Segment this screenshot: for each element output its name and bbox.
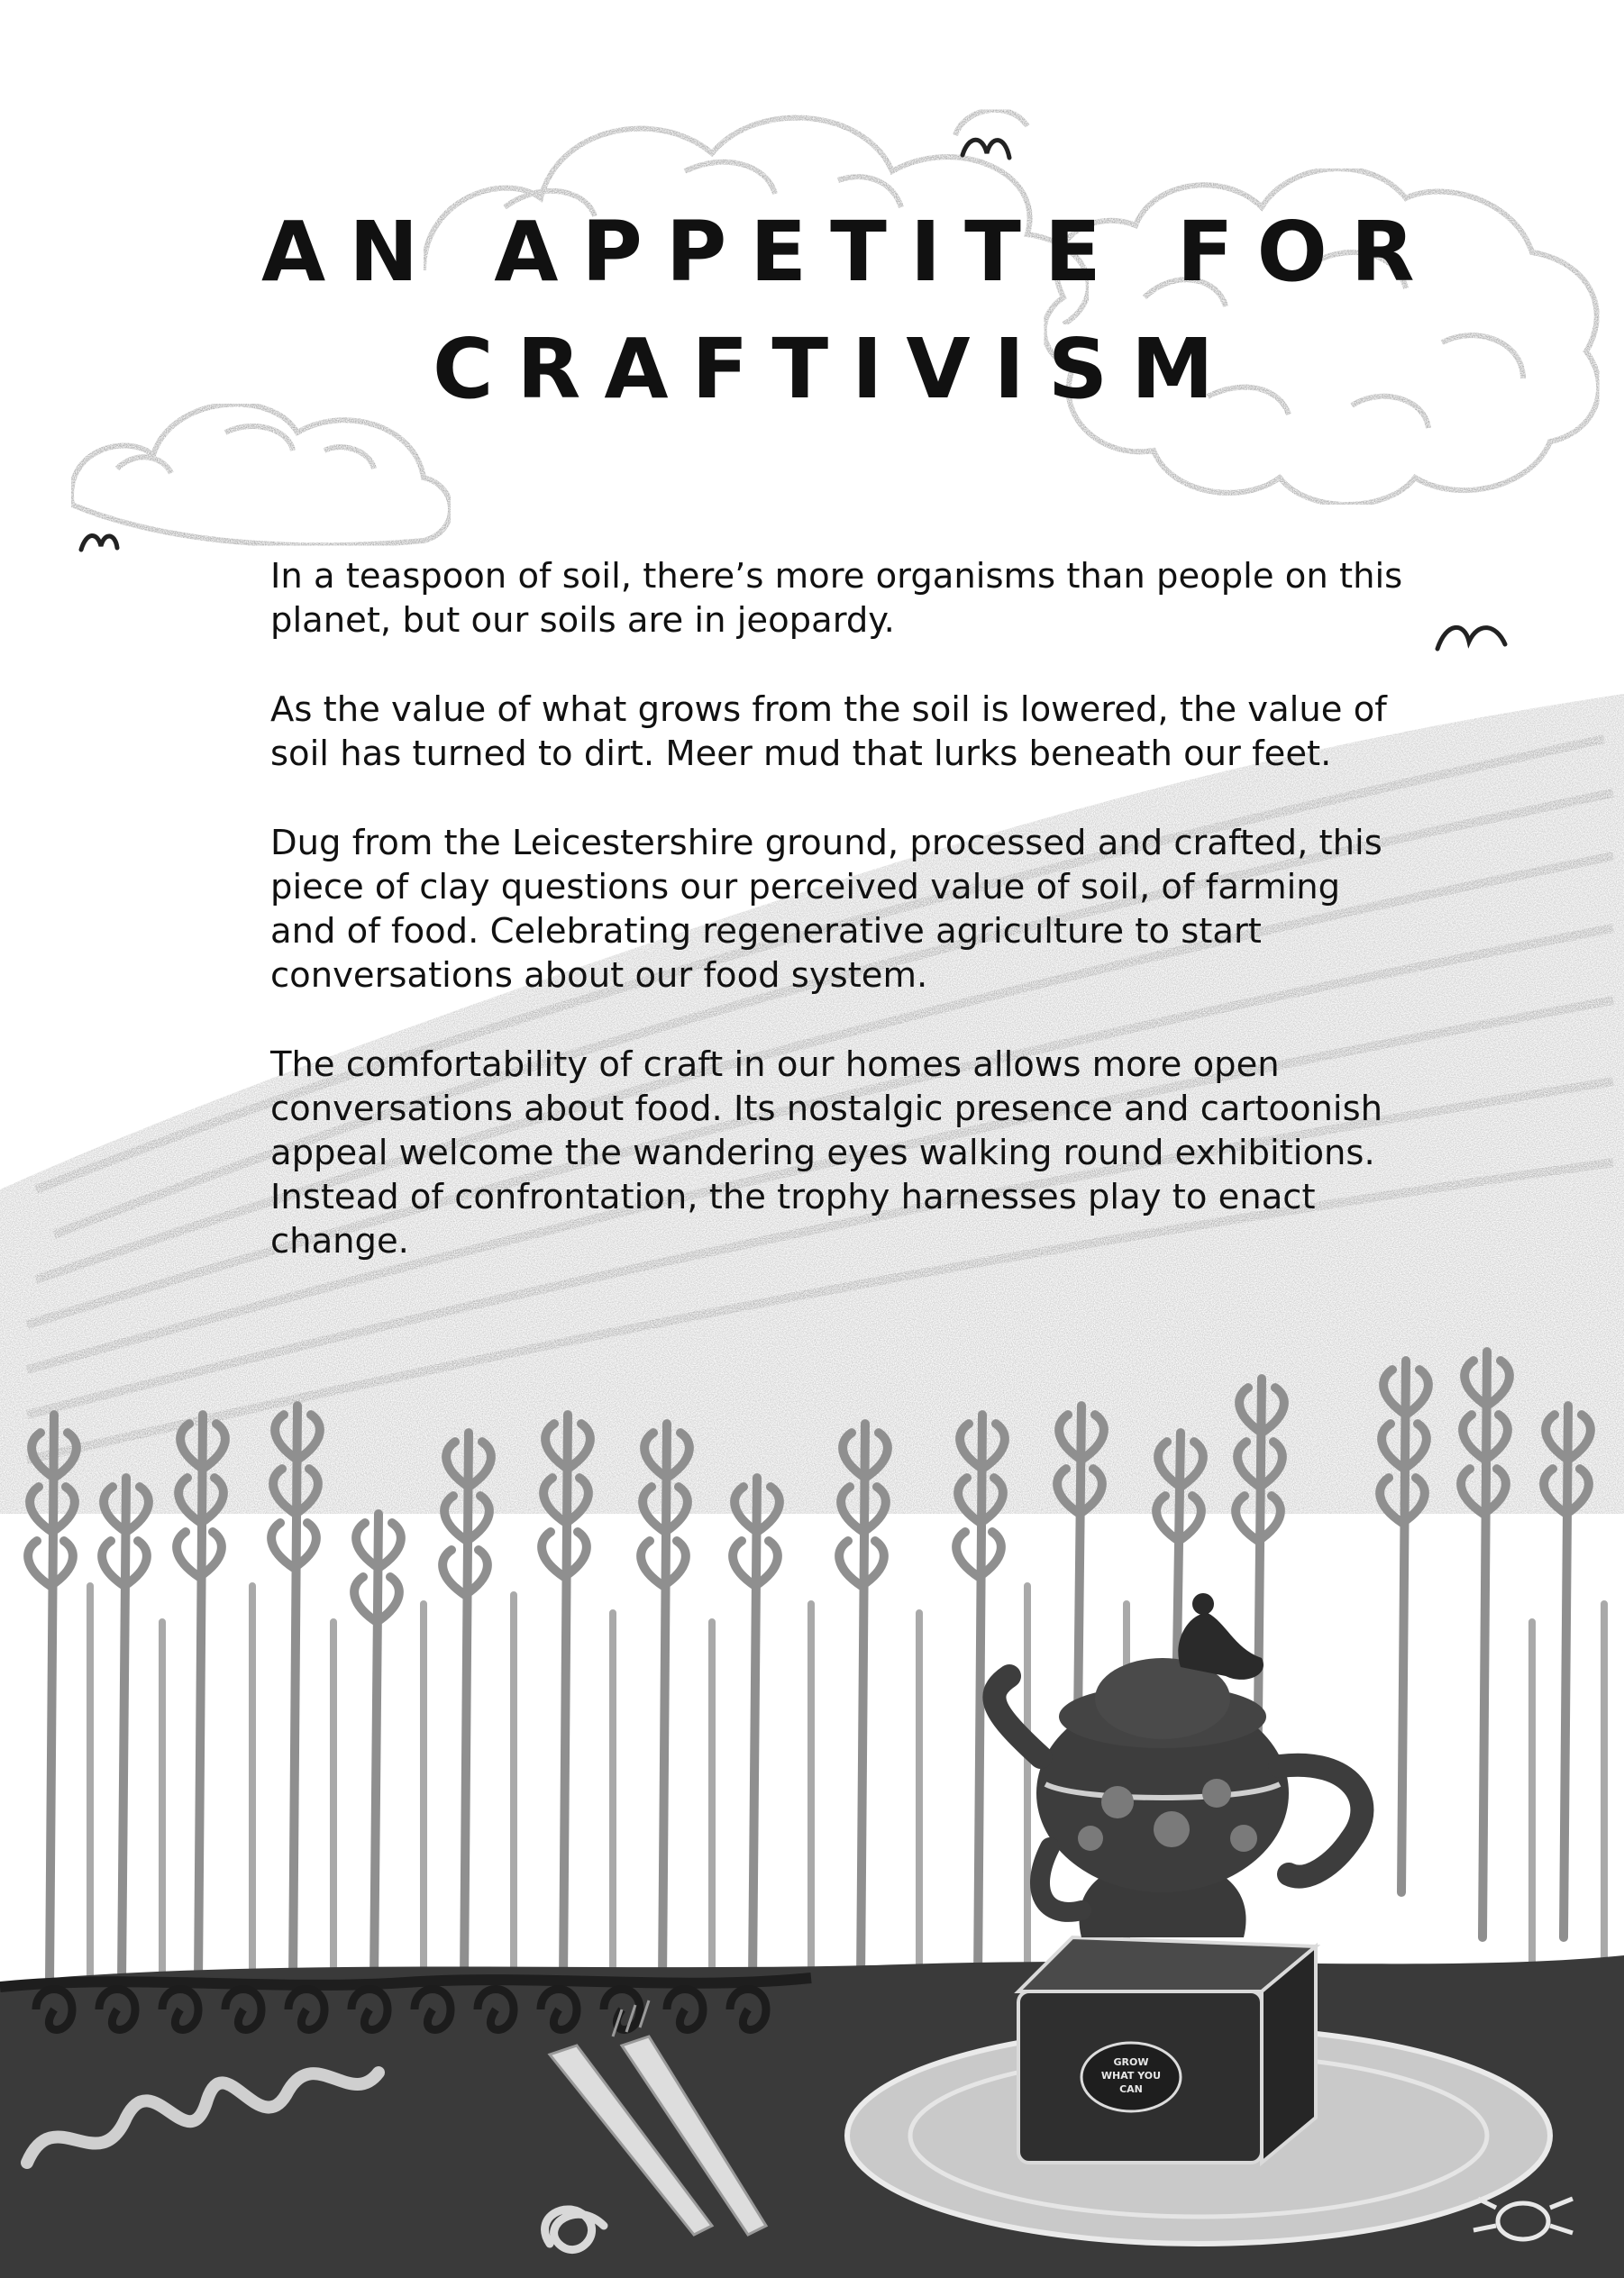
paragraph-1: In a teaspoon of soil, there’s more organisms than people on this planet, but our soils are in jeopardy. [270,556,1403,641]
trophy-teapot [994,1593,1362,2163]
paragraph-2: As the value of what grows from the soil is lowered, the value of soil has turned to dirt. Meer mud that lurks beneath our feet. [270,689,1387,774]
page-title [207,194,1469,428]
title-line1: AN APPETITE FOR [261,204,1438,300]
body-text [270,554,1406,1308]
plaque-line2: WHAT YOU [1100,2070,1162,2082]
soil-band [0,1955,1624,2278]
paragraph-4: The comfortability of craft in our homes allows more open conversations about food. Its nostalgic presence and cartoonish appeal welcome the wandering eyes walking round exhibitions. Instead of confrontation, the trophy harnesses play to enact change. [270,1044,1383,1262]
plaque-line3: CAN [1119,2083,1143,2095]
wheat-field-back [90,1586,1604,2000]
title-line2: CRAFTIVISM [433,321,1237,417]
paragraph-3: Dug from the Leicestershire ground, processed and crafted, this piece of clay questions our perceived value of soil, of farming and of food. Celebrating regenerative agriculture to start conversations about our food system. [270,823,1382,996]
plaque-line1: GROW [1113,2056,1149,2068]
